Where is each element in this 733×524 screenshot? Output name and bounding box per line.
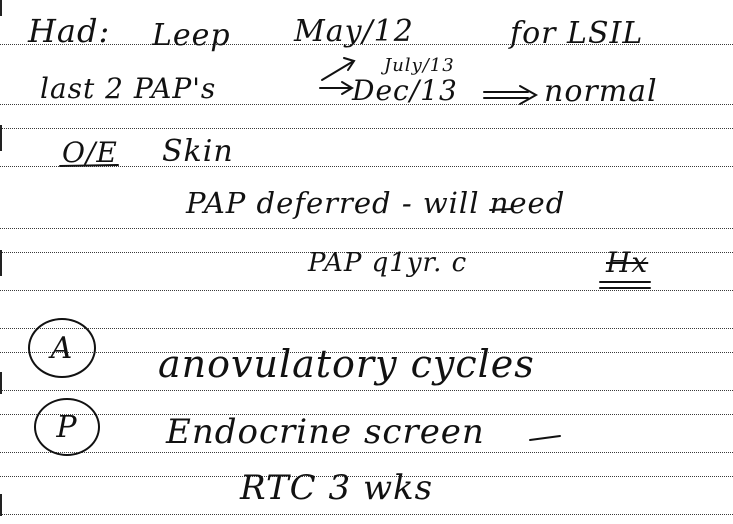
- exam-finding: Skin: [162, 134, 234, 169]
- assessment-marker-letter: A: [50, 330, 74, 366]
- procedure-reason: for LSIL: [510, 16, 644, 51]
- arrow-up-icon: [322, 62, 352, 80]
- followup-text: RTC 3 wks: [240, 468, 434, 508]
- plan-text: Endocrine screen: [166, 412, 485, 452]
- plan-marker-letter: P: [56, 409, 78, 445]
- procedure-date: May/12: [294, 14, 414, 49]
- assessment-text: anovulatory cycles: [158, 342, 535, 386]
- double-arrow-head-icon: [520, 86, 536, 104]
- history-label: Had:: [28, 12, 111, 50]
- dash-mark-icon: [490, 209, 512, 210]
- pap-deferred-text: PAP deferred - will need: [186, 186, 566, 220]
- pap-frequency-text: PAP q1yr. c: [308, 248, 468, 278]
- pap-result: normal: [544, 74, 658, 109]
- double-underline-icon: [600, 282, 650, 288]
- exam-underline-icon: [60, 165, 118, 166]
- pap-date: Dec/13: [352, 74, 458, 107]
- pap-date-inserted: July/13: [384, 55, 455, 76]
- struck-history-text: Hx: [606, 246, 649, 279]
- double-arrow-icon: [484, 92, 528, 98]
- pen-tail-icon: [530, 436, 560, 440]
- procedure-text: Leep: [152, 18, 231, 53]
- exam-label: O/E: [62, 136, 118, 169]
- pap-history-label: last 2 PAP's: [40, 72, 217, 105]
